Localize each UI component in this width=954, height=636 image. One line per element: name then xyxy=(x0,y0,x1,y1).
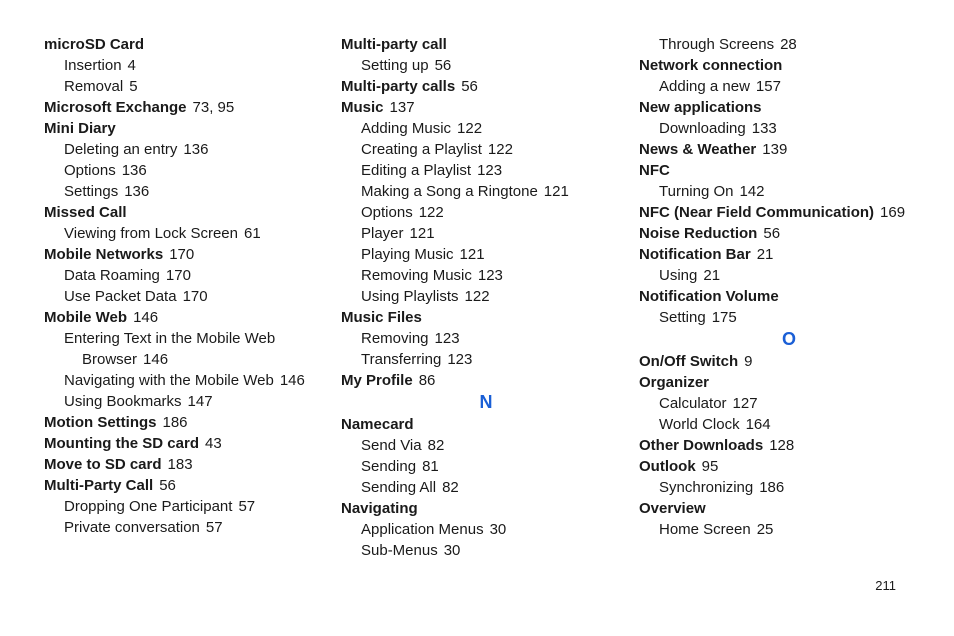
index-entry xyxy=(341,97,631,118)
index-term: Removing xyxy=(361,330,429,347)
page-reference: 183 xyxy=(167,456,193,473)
index-entry xyxy=(639,372,939,393)
page-reference: 73, 95 xyxy=(192,99,235,116)
page-reference: 170 xyxy=(182,288,208,305)
index-term: Music Files xyxy=(341,309,422,326)
index-term: Send Via xyxy=(361,437,422,454)
index-term: Playing Music xyxy=(361,246,454,263)
index-entry xyxy=(44,412,334,433)
index-subentry xyxy=(639,76,939,97)
index-column-2 xyxy=(341,34,631,561)
index-term: Using Bookmarks xyxy=(64,393,182,410)
index-term: Multi-Party Call xyxy=(44,477,154,494)
index-entry xyxy=(639,244,939,265)
index-entry xyxy=(341,34,631,55)
index-subentry xyxy=(341,540,631,561)
page-reference: 56 xyxy=(461,78,478,95)
index-subentry xyxy=(44,286,334,307)
page-reference: 186 xyxy=(759,479,785,496)
index-subentry xyxy=(44,265,334,286)
index-subentry xyxy=(341,202,631,223)
index-term: Entering Text in the Mobile Web xyxy=(64,330,276,347)
page-reference: 136 xyxy=(124,183,150,200)
index-subentry xyxy=(341,181,631,202)
index-subentry xyxy=(639,307,939,328)
index-term: Use Packet Data xyxy=(64,288,177,305)
page-reference: 175 xyxy=(711,309,737,326)
index-subentry xyxy=(341,519,631,540)
index-subentry xyxy=(341,435,631,456)
page-reference: 157 xyxy=(755,78,781,95)
index-term: Organizer xyxy=(639,374,710,391)
index-term: Downloading xyxy=(659,120,746,137)
index-entry xyxy=(341,414,631,435)
index-entry xyxy=(341,370,631,391)
page-reference: 57 xyxy=(205,519,223,536)
page-reference: 121 xyxy=(409,225,435,242)
index-term: Notification Bar xyxy=(639,246,751,263)
page-reference: 4 xyxy=(127,57,136,74)
index-subentry xyxy=(341,55,631,76)
index-term: Using Playlists xyxy=(361,288,459,305)
index-term: Noise Reduction xyxy=(639,225,758,242)
index-entry xyxy=(341,498,631,519)
index-term: Adding Music xyxy=(361,120,452,137)
index-entry xyxy=(639,435,939,456)
index-term: Player xyxy=(361,225,404,242)
index-subentry xyxy=(639,414,939,435)
index-term: Home Screen xyxy=(659,521,751,538)
page-reference: 5 xyxy=(129,78,138,95)
index-term: Navigating with the Mobile Web xyxy=(64,372,274,389)
index-term: Insertion xyxy=(64,57,122,74)
page-reference: 21 xyxy=(756,246,774,263)
index-term: NFC (Near Field Communication) xyxy=(639,204,875,221)
page-reference: 28 xyxy=(780,36,797,53)
page-number: 211 xyxy=(875,578,896,593)
index-subentry xyxy=(341,477,631,498)
page-reference: 169 xyxy=(880,204,906,221)
index-term: Mounting the SD card xyxy=(44,435,199,452)
index-term: Data Roaming xyxy=(64,267,160,284)
index-entry xyxy=(44,475,334,496)
page-reference: 139 xyxy=(762,141,788,158)
index-entry xyxy=(341,307,631,328)
index-term: microSD Card xyxy=(44,36,145,53)
index-term: Navigating xyxy=(341,500,418,517)
index-subentry xyxy=(341,118,631,139)
index-term: Move to SD card xyxy=(44,456,162,473)
index-term: Private conversation xyxy=(64,519,200,536)
index-term: Music xyxy=(341,99,384,116)
index-term: Settings xyxy=(64,183,119,200)
index-entry xyxy=(639,139,939,160)
index-term: Adding a new xyxy=(659,78,750,95)
index-term: Dropping One Participant xyxy=(64,498,233,515)
page-reference: 30 xyxy=(489,521,507,538)
index-subentry xyxy=(639,265,939,286)
page-reference: 82 xyxy=(427,437,445,454)
index-subentry xyxy=(341,223,631,244)
index-entry xyxy=(639,223,939,244)
index-term: Through Screens xyxy=(659,36,775,53)
page-reference: 123 xyxy=(434,330,460,347)
index-term: Network connection xyxy=(639,57,783,74)
index-term: Other Downloads xyxy=(639,437,764,454)
index-subentry xyxy=(639,34,939,55)
page-reference: 81 xyxy=(422,458,439,475)
page-reference: 122 xyxy=(464,288,490,305)
index-subentry xyxy=(44,160,334,181)
index-term: Mini Diary xyxy=(44,120,116,137)
page-reference: 56 xyxy=(159,477,176,494)
page-reference: 136 xyxy=(121,162,147,179)
page-reference: 123 xyxy=(477,267,503,284)
index-subentry xyxy=(44,370,334,391)
index-entry xyxy=(44,307,334,328)
index-entry xyxy=(639,498,939,519)
page-reference: 86 xyxy=(418,372,436,389)
index-term: New applications xyxy=(639,99,762,116)
index-entry xyxy=(44,202,334,223)
index-entry xyxy=(44,34,334,55)
index-subentry xyxy=(341,265,631,286)
index-subentry xyxy=(341,349,631,370)
index-term: News & Weather xyxy=(639,141,757,158)
index-term: Creating a Playlist xyxy=(361,141,482,158)
index-subentry xyxy=(639,477,939,498)
page-reference: 137 xyxy=(389,99,415,116)
index-term: Making a Song a Ringtone xyxy=(361,183,538,200)
index-term: Missed Call xyxy=(44,204,127,221)
index-entry xyxy=(639,160,939,181)
index-term: Application Menus xyxy=(361,521,484,538)
index-term: Removing Music xyxy=(361,267,472,284)
page-reference: 186 xyxy=(162,414,188,431)
index-term: Multi-party calls xyxy=(341,78,456,95)
page-reference: 146 xyxy=(133,309,159,326)
index-column-1 xyxy=(44,34,334,538)
index-subentry xyxy=(639,393,939,414)
index-term: Sending All xyxy=(361,479,437,496)
index-entry xyxy=(44,97,334,118)
index-entry xyxy=(341,76,631,97)
index-subentry xyxy=(44,328,334,349)
page-reference: 61 xyxy=(243,225,261,242)
index-subentry xyxy=(44,181,334,202)
index-term: Outlook xyxy=(639,458,696,475)
index-term: Deleting an entry xyxy=(64,141,178,158)
page-reference: 122 xyxy=(487,141,513,158)
page-reference: 43 xyxy=(205,435,222,452)
page-reference: 123 xyxy=(477,162,503,179)
page-reference: 30 xyxy=(443,542,461,559)
index-subentry xyxy=(44,139,334,160)
index-term: Transferring xyxy=(361,351,442,368)
page-reference: 25 xyxy=(756,521,774,538)
index-entry xyxy=(639,202,939,223)
index-subentry xyxy=(44,223,334,244)
index-term: Calculator xyxy=(659,395,727,412)
index-entry xyxy=(44,433,334,454)
page-reference: 142 xyxy=(739,183,765,200)
index-term: Mobile Networks xyxy=(44,246,164,263)
index-term: Sub-Menus xyxy=(361,542,438,559)
index-term: NFC xyxy=(639,162,670,179)
page-reference: 128 xyxy=(769,437,795,454)
index-term: World Clock xyxy=(659,416,740,433)
index-term: Removal xyxy=(64,78,124,95)
index-term: Multi-party call xyxy=(341,36,447,53)
index-term: Mobile Web xyxy=(44,309,128,326)
index-term: On/Off Switch xyxy=(639,353,739,370)
index-term: Sending xyxy=(361,458,417,475)
index-entry xyxy=(639,97,939,118)
index-subentry xyxy=(341,244,631,265)
page-reference: 147 xyxy=(187,393,213,410)
index-subentry xyxy=(44,55,334,76)
index-term: My Profile xyxy=(341,372,413,389)
index-term: Overview xyxy=(639,500,706,517)
index-term: Viewing from Lock Screen xyxy=(64,225,238,242)
index-term: Browser xyxy=(82,351,138,368)
index-term: Setting up xyxy=(361,57,429,74)
page-reference: 127 xyxy=(732,395,758,412)
page-reference: 146 xyxy=(279,372,305,389)
page-reference: 56 xyxy=(763,225,781,242)
index-entry xyxy=(639,351,939,372)
page-reference: 146 xyxy=(143,351,169,368)
index-subentry xyxy=(639,181,939,202)
page-reference: 133 xyxy=(751,120,777,137)
index-subentry xyxy=(341,286,631,307)
index-term: Editing a Playlist xyxy=(361,162,472,179)
index-entry xyxy=(639,55,939,76)
index-subentry xyxy=(341,139,631,160)
index-term: Synchronizing xyxy=(659,479,754,496)
page-reference: 123 xyxy=(447,351,473,368)
page-reference: 136 xyxy=(183,141,209,158)
index-entry xyxy=(44,244,334,265)
index-subentry xyxy=(341,456,631,477)
index-term: Motion Settings xyxy=(44,414,157,431)
index-subentry xyxy=(44,517,334,538)
page-reference: 57 xyxy=(238,498,256,515)
page-reference: 170 xyxy=(169,246,195,263)
index-term: Notification Volume xyxy=(639,288,779,305)
page-reference: 82 xyxy=(442,479,459,496)
page-reference: 121 xyxy=(543,183,569,200)
index-term: Using xyxy=(659,267,698,284)
page-reference: 122 xyxy=(418,204,444,221)
page-reference: 56 xyxy=(434,57,452,74)
index-column-3 xyxy=(639,34,939,540)
index-term: Setting xyxy=(659,309,706,326)
index-term: Microsoft Exchange xyxy=(44,99,187,116)
index-subentry xyxy=(341,328,631,349)
index-subentry xyxy=(44,496,334,517)
index-entry xyxy=(639,456,939,477)
page-reference: 121 xyxy=(459,246,485,263)
index-entry xyxy=(639,286,939,307)
index-entry xyxy=(44,118,334,139)
index-subentry xyxy=(44,391,334,412)
page-reference: 122 xyxy=(457,120,483,137)
page-reference: 9 xyxy=(744,353,753,370)
page-reference: 164 xyxy=(745,416,771,433)
page-reference: 21 xyxy=(703,267,721,284)
section-letter: N xyxy=(479,392,493,412)
index-entry xyxy=(44,454,334,475)
index-subentry xyxy=(341,160,631,181)
index-term: Turning On xyxy=(659,183,734,200)
index-subentry xyxy=(44,76,334,97)
section-letter: O xyxy=(781,329,796,349)
index-subentry xyxy=(639,519,939,540)
index-term: Options xyxy=(64,162,116,179)
index-term: Namecard xyxy=(341,416,414,433)
index-subentry xyxy=(639,118,939,139)
page-reference: 95 xyxy=(701,458,719,475)
index-subentry xyxy=(44,349,334,370)
page-reference: 170 xyxy=(165,267,191,284)
index-term: Options xyxy=(361,204,413,221)
